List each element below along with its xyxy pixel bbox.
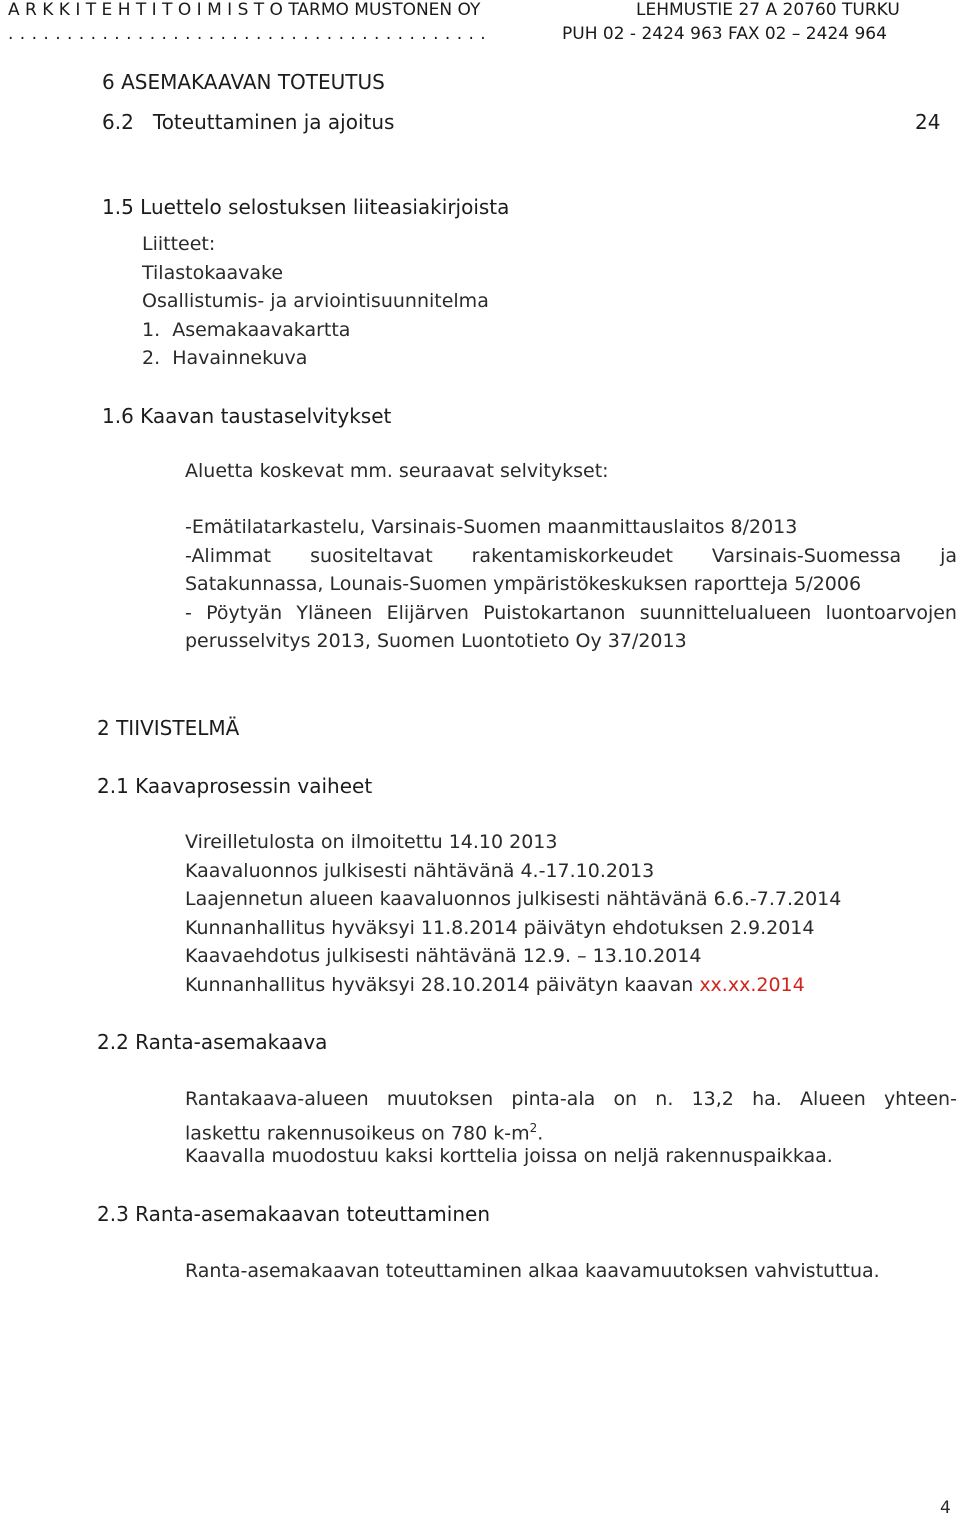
company-name: A R K K I T E H T I T O I M I S T O TARMO MUSTONEN OY <box>8 0 481 20</box>
process-step: Kaavaluonnos julkisesti nähtävänä 4.-17.10.2013 <box>185 859 655 882</box>
process-step: Kunnanhallitus hyväksyi 11.8.2014 päivätyn ehdotuksen 2.9.2014 <box>185 916 815 939</box>
section-1-5-title: 1.5 Luettelo selostuksen liiteasiakirjoista <box>102 195 510 219</box>
pending-date: xx.xx.2014 <box>699 973 805 996</box>
toc-heading: 6 ASEMAKAAVAN TOTEUTUS <box>102 70 385 94</box>
company-address: LEHMUSTIE 27 A 20760 TURKU <box>636 0 900 20</box>
survey-line-1: -Emätilatarkastelu, Varsinais-Suomen maanmittauslaitos 8/2013 <box>185 516 798 538</box>
list-item: 2. Havainnekuva <box>142 347 308 369</box>
survey-line-3: Satakunnassa, Lounais-Suomen ympäristökeskuksen raportteja 5/2006 <box>185 573 862 595</box>
toc-entry-label: 6.2 Toteuttaminen ja ajoitus <box>102 110 395 134</box>
process-step-last: Kunnanhallitus hyväksyi 28.10.2014 päivätyn kaavan xx.xx.2014 <box>185 973 805 996</box>
company-phones: PUH 02 - 2424 963 FAX 02 – 2424 964 <box>562 24 887 44</box>
survey-line-2: -Alimmat suositeltavat rakentamiskorkeudet Varsinais-Suomessa ja <box>185 545 957 567</box>
section-2-3-title: 2.3 Ranta-asemakaavan toteuttaminen <box>97 1202 490 1226</box>
process-step: Laajennetun alueen kaavaluonnos julkisesti nähtävänä 6.6.-7.7.2014 <box>185 888 842 910</box>
list-item: Liitteet: <box>142 233 216 255</box>
process-step: Kaavaehdotus julkisesti nähtävänä 12.9. – 13.10.2014 <box>185 945 702 967</box>
plan-line-3: Kaavalla muodostuu kaksi korttelia joissa on neljä rakennuspaikkaa. <box>185 1145 833 1167</box>
process-steps <box>185 828 841 999</box>
survey-line-4: - Pöytyän Yläneen Elijärven Puistokartanon suunnittelualueen luontoarvojen <box>185 602 957 624</box>
process-step: Vireilletulosta on ilmoitettu 14.10 2013 <box>185 831 558 853</box>
header-dots: . . . . . . . . . . . . . . . . . . . . . . . . . . . . . . . . . . . . . . . . . <box>8 24 487 44</box>
list-item: Osallistumis- ja arviointisuunnitelma <box>142 290 489 312</box>
plan-line-1: Rantakaava-alueen muutoksen pinta-ala on n. 13,2 ha. Alueen yhteen- <box>185 1088 957 1110</box>
section-2-2-title: 2.2 Ranta-asemakaava <box>97 1030 328 1054</box>
section-2-title: 2 TIIVISTELMÄ <box>97 716 240 740</box>
section-1-6-intro: Aluetta koskevat mm. seuraavat selvitykset: <box>185 460 609 482</box>
survey-line-5: perusselvitys 2013, Suomen Luontotieto Oy 37/2013 <box>185 630 687 652</box>
section-2-1-title: 2.1 Kaavaprosessin vaiheet <box>97 774 373 798</box>
section-1-6-title: 1.6 Kaavan taustaselvitykset <box>102 404 392 428</box>
plan-line-2: laskettu rakennusoikeus on 780 $k-m^2$. <box>185 1121 544 1145</box>
list-item: 1. Asemakaavakartta <box>142 318 351 341</box>
section-2-3-text: Ranta-asemakaavan toteuttaminen alkaa kaavamuutoksen vahvistuttua. <box>185 1260 880 1282</box>
attachment-list <box>142 230 489 373</box>
toc-entry-page: 24 <box>915 110 941 134</box>
page-number: 4 <box>940 1498 951 1518</box>
list-item: Tilastokaavake <box>142 261 284 284</box>
